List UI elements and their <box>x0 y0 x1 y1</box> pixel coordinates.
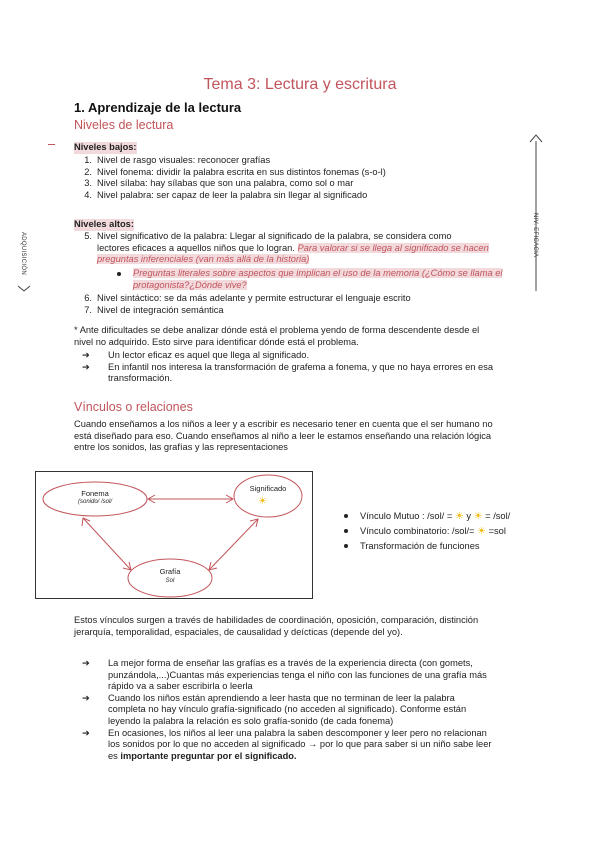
list-item: ➔ Un lector eficaz es aquel que llega al significado. <box>82 350 310 360</box>
list-item: 4. Nivel palabra: ser capaz de leer la palabra sin llegar al significado <box>84 189 368 200</box>
vinculos-type-list <box>334 509 564 553</box>
page-title: Tema 3: Lectura y escritura <box>203 76 397 93</box>
list-item: 7. Nivel de integración semántica <box>84 304 224 315</box>
final-arrow-list <box>74 658 544 762</box>
list-item: ➔ Cuando los niños están aprendiendo a leer hasta que no terminan de leer la palabra completa no hay vínculo grafía-significado (no acceden al significado). Conforme están leyendo la palabra la relación es solo grafía-sonido (de cada fonema) <box>82 692 467 726</box>
left-side-label: ADQUISICIÓN <box>20 232 26 275</box>
list-item: ➔ La mejor forma de enseñar las grafías es a través de la experiencia directa (con gomets, punzándola,...)Cuantas más experiencias tenga el niño con las funciones de una grafía más rápido va a saber escribirla o leerla <box>82 658 487 692</box>
niveles-altos-label: Niveles altos: <box>74 219 134 229</box>
list-item: ➔ En ocasiones, los niños al leer una palabra la saben descomponer y leer pero no relacionan los sonidos por lo que no acceden al significado → por lo que para saber si un niño sabe leer es importante preguntar por el significado. <box>82 727 492 761</box>
niveles-altos-list <box>80 293 520 316</box>
section-heading: 1. Aprendizaje de la lectura <box>74 100 242 115</box>
niveles-bajos-list <box>80 155 520 201</box>
margin-dash <box>48 144 55 145</box>
nivel-5-item: 5. Nivel significativo de la palabra: Llegar al significado de la palabra, se considera como lectores eficaces a aquellos niños que lo logran. Para valorar si se llega al significado se hacen preguntas inferenciales (van más allá de la historia) <box>84 231 489 265</box>
list-item: Vínculo combinatorio: /sol/= ☀ =sol <box>334 524 564 539</box>
nivel-5-sub-bullet: Preguntas literales sobre aspectos que implican el uso de la memoria (¿Cómo se llama el protagonista?¿Dónde vive? <box>113 268 518 291</box>
sun-icon: ☀ <box>454 511 464 522</box>
list-item: Transformación de funciones <box>334 539 564 553</box>
right-side-label: NIV. EFICACIA <box>532 213 538 258</box>
list-item: 1. Nivel de rasgo visuales: reconocer grafías <box>84 155 271 165</box>
note-arrow-list <box>74 350 544 385</box>
niveles-bajos-label: Niveles bajos: <box>74 142 137 152</box>
sun-icon: ☀ <box>477 526 487 537</box>
diagram-node-fonema: Fonema <box>81 489 109 498</box>
vinculos-paragraph: Cuando enseñamos a los niños a leer y a escribir es necesario tener en cuenta que el ser humano no está diseñado para eso. Cuando enseñamos al niño a leer le estamos enseñando una relación lógica entre los sonidos, las grafías y las representaciones <box>74 419 493 453</box>
list-item: 2. Nivel fonema: dividir la palabra escrita en sus distintos fonemas (s-o-l) <box>84 166 386 177</box>
list-item: 6. Nivel sintáctico: se da más adelante y permite estructurar el lenguaje escrito <box>84 293 411 303</box>
diagram-node-significado: Significado <box>249 484 287 493</box>
list-item: Vínculo Mutuo : /sol/ = ☀ y ☀ = /sol/ <box>334 509 564 524</box>
diagram-node-fonema-sub: (sonido/ /sol/ <box>77 499 113 505</box>
list-item: ➔ En infantil nos interesa la transformación de grafema a fonema, y que no haya errores en esa transformación. <box>82 361 494 384</box>
list-item: 3. Nivel sílaba: hay sílabas que son una palabra, como sol o mar <box>84 178 354 189</box>
note-paragraph: * Ante dificultades se debe analizar dónde está el problema yendo de forma descendente desde el nivel no adquirido. Esto sirve para identificar dónde está el problema. <box>74 325 480 347</box>
chevron-down-icon <box>17 285 31 293</box>
vinculos-heading: Vínculos o relaciones <box>74 400 193 414</box>
section-subheading: Niveles de lectura <box>74 118 174 132</box>
vinculos-diagram <box>35 471 313 599</box>
diagram-node-grafia: Grafía <box>159 567 181 576</box>
sun-icon: ☀ <box>473 511 483 522</box>
diagram-node-grafia-sub: Sol <box>165 578 175 584</box>
sun-icon: ☀ <box>258 496 267 507</box>
vinculos-paragraph-2: Estos vínculos surgen a través de habilidades de coordinación, oposición, comparación, distinción jerarquía, temporalidad, espaciales, de causalidad y deícticas (depende del yo). <box>74 615 479 637</box>
